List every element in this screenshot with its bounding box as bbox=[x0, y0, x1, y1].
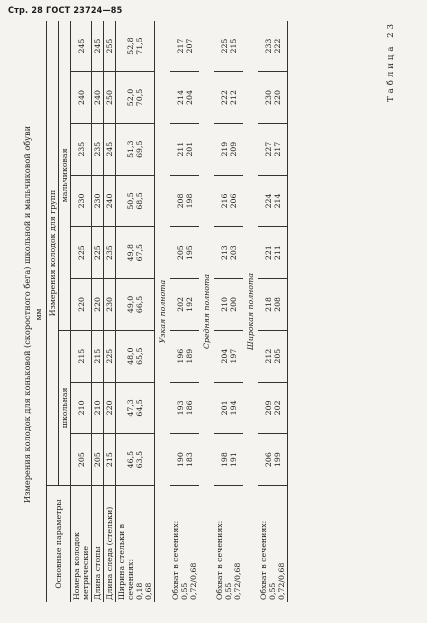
cell-value: 204 bbox=[219, 348, 229, 364]
cell-value: 210 bbox=[219, 296, 229, 312]
table-cell: 235 bbox=[92, 123, 104, 175]
table-cell bbox=[258, 123, 288, 175]
section-heading-row bbox=[155, 21, 171, 602]
cell-value: 217 bbox=[272, 141, 282, 157]
cell-value: 205 bbox=[272, 348, 282, 364]
cell-value: 199 bbox=[272, 452, 282, 468]
cell-value: 203 bbox=[228, 245, 238, 261]
cell-value: 206 bbox=[228, 193, 238, 209]
table-cell bbox=[258, 21, 288, 72]
table-cell bbox=[170, 175, 199, 227]
cell-value: 186 bbox=[184, 400, 194, 416]
cell-value: 50,5 bbox=[126, 192, 135, 210]
cell-value: 67,5 bbox=[135, 244, 144, 262]
table-cell: 215 bbox=[71, 330, 92, 382]
table-cell: 240 bbox=[92, 72, 104, 124]
cell-value: 222 bbox=[272, 38, 282, 54]
section-heading: Широкая полнота bbox=[246, 272, 255, 351]
table-cell: 205 bbox=[71, 434, 92, 486]
section-value: 0,18 bbox=[135, 582, 144, 600]
row-label-text: Ширина стельки в сечениях: bbox=[117, 523, 135, 600]
table-cell: 240 bbox=[104, 175, 116, 227]
table-cell: 250 bbox=[104, 72, 116, 124]
table-cell bbox=[258, 72, 288, 124]
cell-value: 218 bbox=[263, 296, 273, 312]
table-cell bbox=[170, 279, 199, 331]
table-title bbox=[22, 21, 44, 608]
row-label bbox=[214, 486, 243, 603]
cell-value: 47,3 bbox=[126, 399, 135, 417]
table-cell bbox=[116, 123, 155, 175]
table-row bbox=[104, 21, 116, 602]
cell-value: 219 bbox=[219, 141, 229, 157]
cell-value: 211 bbox=[272, 245, 282, 261]
page-header: Стр. 28 ГОСТ 23724—85 bbox=[8, 6, 123, 16]
cell-value: 197 bbox=[228, 348, 238, 364]
cell-value: 202 bbox=[272, 400, 282, 416]
table-cell: 225 bbox=[92, 227, 104, 279]
row-label bbox=[116, 486, 155, 603]
table-cell bbox=[170, 72, 199, 124]
table-row bbox=[214, 21, 243, 602]
table-cell bbox=[214, 21, 243, 72]
cell-value: 189 bbox=[184, 348, 194, 364]
table-cell bbox=[214, 382, 243, 434]
cell-value: 212 bbox=[228, 90, 238, 105]
table-cell: 245 bbox=[71, 21, 92, 72]
cell-value: 224 bbox=[263, 193, 273, 209]
cell-value: 49,8 bbox=[126, 244, 135, 262]
table-row bbox=[116, 21, 155, 602]
table-cell bbox=[116, 382, 155, 434]
cell-value: 211 bbox=[175, 141, 185, 157]
units-label: мм bbox=[34, 308, 43, 321]
table-cell bbox=[214, 434, 243, 486]
table-cell bbox=[258, 175, 288, 227]
cell-value: 191 bbox=[228, 452, 238, 468]
table-cell bbox=[170, 382, 199, 434]
cell-value: 201 bbox=[184, 141, 194, 157]
table-cell bbox=[258, 382, 288, 434]
section-value: 0,55 bbox=[268, 582, 277, 600]
cell-value: 195 bbox=[184, 245, 194, 261]
section-value: 0,55 bbox=[224, 582, 233, 600]
cell-value: 221 bbox=[263, 245, 273, 261]
section-value: 0,72/0,68 bbox=[189, 562, 198, 600]
table-cell bbox=[170, 123, 199, 175]
params-header: Основные параметры bbox=[47, 486, 71, 603]
row-label bbox=[258, 486, 288, 603]
table-number: Таблица 23 bbox=[386, 21, 396, 102]
table-cell bbox=[170, 434, 199, 486]
table-cell bbox=[258, 434, 288, 486]
table-cell: 220 bbox=[92, 279, 104, 331]
table-cell: 220 bbox=[71, 279, 92, 331]
cell-value: 213 bbox=[219, 245, 229, 261]
cell-value: 207 bbox=[184, 38, 194, 54]
table-cell bbox=[170, 21, 199, 72]
cell-value: 46,5 bbox=[126, 450, 135, 469]
cell-value: 63,5 bbox=[135, 450, 144, 469]
cell-value: 64,5 bbox=[135, 399, 144, 417]
cell-value: 69,5 bbox=[135, 140, 144, 158]
cell-value: 227 bbox=[263, 141, 273, 157]
cell-value: 217 bbox=[175, 38, 185, 54]
cell-value: 68,5 bbox=[135, 192, 144, 210]
section-value: 0,72/0,68 bbox=[233, 562, 242, 600]
table-cell bbox=[170, 330, 199, 382]
table-cell: 225 bbox=[71, 227, 92, 279]
table-row bbox=[71, 21, 92, 602]
cell-value: 51,3 bbox=[126, 140, 135, 158]
row-label: Длина следа (стельки) bbox=[105, 506, 114, 600]
cell-value: 70,5 bbox=[135, 88, 144, 107]
row-label-text: Обхват в сечениях: bbox=[259, 520, 268, 600]
table-row bbox=[92, 21, 104, 602]
table-cell bbox=[170, 227, 199, 279]
table-cell bbox=[214, 330, 243, 382]
table-cell: 235 bbox=[104, 227, 116, 279]
cell-value: 225 bbox=[219, 38, 229, 54]
school-header: школьная bbox=[59, 330, 71, 485]
title-text: Измерения колодок для коньковой (скоростного бега) школьной и мальчиковой обуви bbox=[22, 125, 32, 504]
cell-value: 183 bbox=[184, 452, 194, 468]
table-cell bbox=[258, 330, 288, 382]
table-cell bbox=[116, 330, 155, 382]
table-cell: 220 bbox=[104, 382, 116, 434]
section-heading-row bbox=[199, 21, 214, 602]
rotated-page-content bbox=[22, 21, 405, 608]
cell-value: 65,5 bbox=[135, 347, 144, 365]
table-cell: 235 bbox=[71, 123, 92, 175]
cell-value: 214 bbox=[272, 193, 282, 209]
cell-value: 198 bbox=[219, 452, 229, 468]
table-cell: 215 bbox=[92, 330, 104, 382]
table-cell bbox=[116, 434, 155, 486]
row-label: Длина стопы bbox=[93, 546, 102, 600]
table-cell: 245 bbox=[104, 123, 116, 175]
row-label bbox=[170, 486, 199, 603]
cell-value: 205 bbox=[175, 245, 185, 261]
cell-value: 66,5 bbox=[135, 295, 144, 314]
table-cell: 205 bbox=[92, 434, 104, 486]
table-cell: 215 bbox=[104, 434, 116, 486]
cell-value: 209 bbox=[228, 141, 238, 157]
cell-value: 216 bbox=[219, 193, 229, 209]
section-value: 0,55 bbox=[180, 582, 189, 600]
section-heading: Средняя полнота bbox=[202, 274, 211, 350]
cell-value: 233 bbox=[263, 38, 273, 54]
cell-value: 220 bbox=[272, 90, 282, 105]
cell-value: 222 bbox=[219, 90, 229, 105]
row-label: Номера колодок метрические bbox=[72, 532, 90, 600]
cell-value: 208 bbox=[272, 296, 282, 312]
measurements-table bbox=[46, 21, 288, 602]
table-row bbox=[258, 21, 288, 602]
section-value: 0,72/0,68 bbox=[277, 562, 286, 600]
table-cell bbox=[116, 72, 155, 124]
cell-value: 215 bbox=[228, 38, 238, 54]
cell-value: 196 bbox=[175, 348, 185, 364]
cell-value: 194 bbox=[228, 400, 238, 416]
cell-value: 212 bbox=[263, 348, 273, 364]
cell-value: 190 bbox=[175, 452, 185, 468]
cell-value: 71,5 bbox=[135, 37, 144, 55]
table-cell: 245 bbox=[92, 21, 104, 72]
table-cell bbox=[116, 175, 155, 227]
table-cell: 230 bbox=[92, 175, 104, 227]
cell-value: 214 bbox=[175, 90, 185, 105]
table-cell: 230 bbox=[104, 279, 116, 331]
table-row bbox=[170, 21, 199, 602]
cell-value: 52,0 bbox=[126, 88, 135, 107]
cell-value: 209 bbox=[263, 400, 273, 416]
section-heading-row bbox=[243, 21, 258, 602]
table-cell bbox=[116, 227, 155, 279]
table-cell bbox=[116, 279, 155, 331]
table-cell: 230 bbox=[71, 175, 92, 227]
cell-value: 201 bbox=[219, 400, 229, 416]
section-value: 0,68 bbox=[144, 582, 153, 600]
table-cell bbox=[214, 227, 243, 279]
table-cell bbox=[214, 123, 243, 175]
cell-value: 48,0 bbox=[126, 347, 135, 365]
table-cell bbox=[258, 279, 288, 331]
table-cell: 210 bbox=[92, 382, 104, 434]
table-cell: 255 bbox=[104, 21, 116, 72]
cell-value: 192 bbox=[184, 296, 194, 312]
cell-value: 204 bbox=[184, 90, 194, 105]
cell-value: 198 bbox=[184, 193, 194, 209]
boys-header: мальчиковая bbox=[59, 21, 71, 330]
table-cell bbox=[116, 21, 155, 72]
cell-value: 230 bbox=[263, 90, 273, 105]
group-header: Измерения колодок для групп bbox=[47, 21, 59, 486]
table-cell: 210 bbox=[71, 382, 92, 434]
table-cell: 240 bbox=[71, 72, 92, 124]
cell-value: 52,8 bbox=[126, 37, 135, 55]
cell-value: 200 bbox=[228, 296, 238, 312]
cell-value: 49,0 bbox=[126, 295, 135, 314]
cell-value: 202 bbox=[175, 296, 185, 312]
table-cell bbox=[214, 72, 243, 124]
table-cell bbox=[258, 227, 288, 279]
table-cell bbox=[214, 279, 243, 331]
cell-value: 208 bbox=[175, 193, 185, 209]
cell-value: 206 bbox=[263, 452, 273, 468]
section-heading: Узкая полнота bbox=[158, 279, 167, 344]
cell-value: 193 bbox=[175, 400, 185, 416]
table-cell bbox=[214, 175, 243, 227]
row-label-text: Обхват в сечениях: bbox=[171, 520, 180, 600]
row-label-text: Обхват в сечениях: bbox=[215, 520, 224, 600]
table-cell: 225 bbox=[104, 330, 116, 382]
